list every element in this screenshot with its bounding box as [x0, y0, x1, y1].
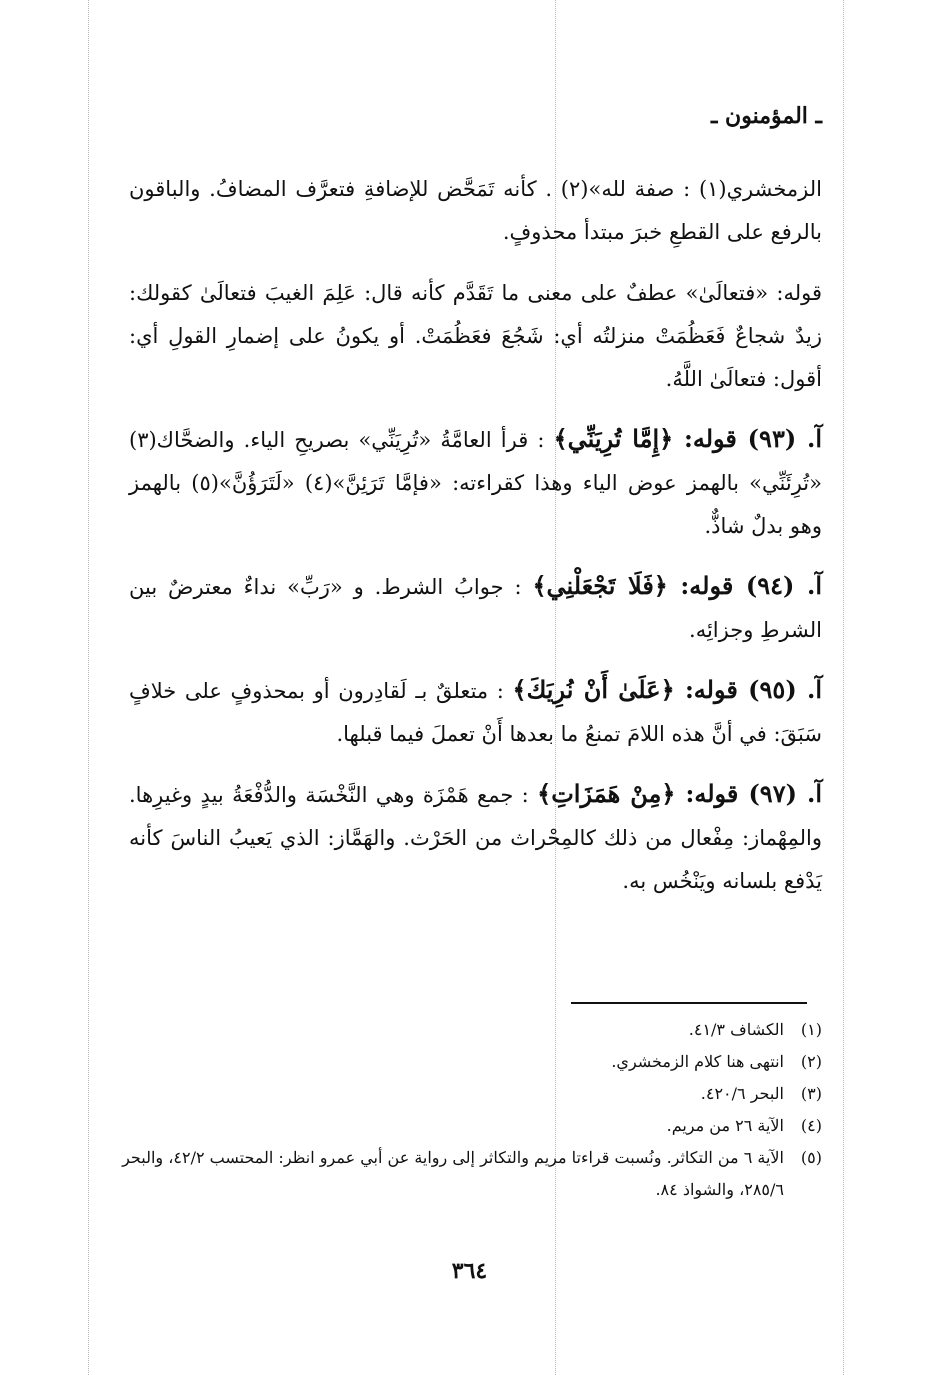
running-header: ـ المؤمنون ـ: [710, 103, 822, 129]
paragraph-text: الزمخشري(١) : صفة لله»(٢) . كأنه تَمَحَّض للإضافةِ فتعرَّف المضافُ. والباقون بالرفع على القطعِ خبرَ مبتدأ محذوفٍ.: [129, 177, 822, 244]
paragraph: [129, 668, 822, 756]
paragraph: [129, 772, 822, 903]
paragraph: [129, 417, 822, 548]
verse-heading: آ. (٩٤) قوله: ﴿فَلَا تَجْعَلْنِي﴾: [532, 571, 822, 600]
footnote-text: البحر ٤٢٠/٦.: [700, 1084, 784, 1103]
paragraph: [129, 270, 822, 401]
paragraph-text: : قرأ العامَّةُ «تُرِيَنِّي» بصريحِ الياء. والضحَّاك(٣) «تُرِئَنِّي» بالهمز عوض الياء وهذا كقراءته: «فإمَّا تَرَئِنَّ»(٤) «لَتَرَؤُنَّ»(٥) بالهمز وهو بدلٌ شاذٌّ.: [129, 428, 822, 538]
footnote-text: الكشاف ٤١/٣.: [688, 1020, 784, 1039]
footnote-text: الآية ٦ من التكاثر. ونُسبت قراءتا مريم والتكاثر إلى رواية عن أبي عمرو انظر: المحتسب ٤٢/٢، والبحر ٢٨٥/٦، والشواذ ٨٤.: [122, 1148, 784, 1199]
footnote: [122, 1014, 822, 1046]
paragraph: [129, 166, 822, 254]
page-number: ٣٦٤: [451, 1258, 488, 1284]
footnote: [122, 1142, 822, 1206]
verse-heading: آ. (٩٥) قوله: ﴿عَلَىٰ أَنْ نُرِيَكَ﴾: [512, 675, 823, 704]
footnote: [122, 1078, 822, 1110]
paragraph-text: : جوابُ الشرط. و «رَبِّ» نداءٌ معترضٌ بين الشرطِ وجزائِه.: [129, 575, 822, 642]
footnote-separator: [571, 1002, 807, 1004]
footnote-number: (١): [800, 1020, 822, 1039]
footnote-number: (٤): [800, 1116, 822, 1135]
body-text: [129, 166, 822, 919]
footnote-text: الآية ٢٦ من مريم.: [666, 1116, 784, 1135]
paragraph-text: قوله: «فتعالَىٰ» عطفٌ على معنى ما تَقَدَّم كأنه قال: عَلِمَ الغيبَ فتعالَىٰ كقولك: زيدٌ شجاعٌ فَعَظُمَتْ منزلتُه أي: شَجُعَ فعَظُمَتْ. أو يكونُ على إضمارِ القولِ أي: أقول: فتعالَىٰ اللَّهُ.: [129, 281, 822, 391]
footnote: [122, 1046, 822, 1078]
footnote-number: (٣): [800, 1084, 822, 1103]
footnote-text: انتهى هنا كلام الزمخشري.: [611, 1052, 784, 1071]
footnote: [122, 1110, 822, 1142]
footnote-number: (٥): [800, 1148, 822, 1167]
footnote-number: (٢): [800, 1052, 822, 1071]
verse-heading: آ. (٩٧) قوله: ﴿مِنْ هَمَزَاتِ﴾: [537, 779, 822, 808]
footnotes: [122, 1014, 822, 1206]
paragraph-text: : جمع هَمْزَة وهي النَّخْسَة والدُّفْعَةُ بيدٍ وغيرِها. والمِهْماز: مِفْعال من ذلك كالمِحْراث من الحَرْث. والهَمَّاز: الذي يَعيبُ الناسَ كأنه يَدْفع بلسانه ويَنْخُس به.: [129, 783, 822, 893]
paragraph: [129, 564, 822, 652]
verse-heading: آ. (٩٣) قوله: ﴿إِمَّا تُرِيَنِّي﴾: [553, 424, 823, 453]
paragraph-text: : متعلقٌ بـ لَقادِرون أو بمحذوفٍ على خلافٍ سَبَقَ: في أنَّ هذه اللامَ تمنعُ ما بعدها أَنْ تعملَ فيما قبلها.: [129, 679, 822, 746]
